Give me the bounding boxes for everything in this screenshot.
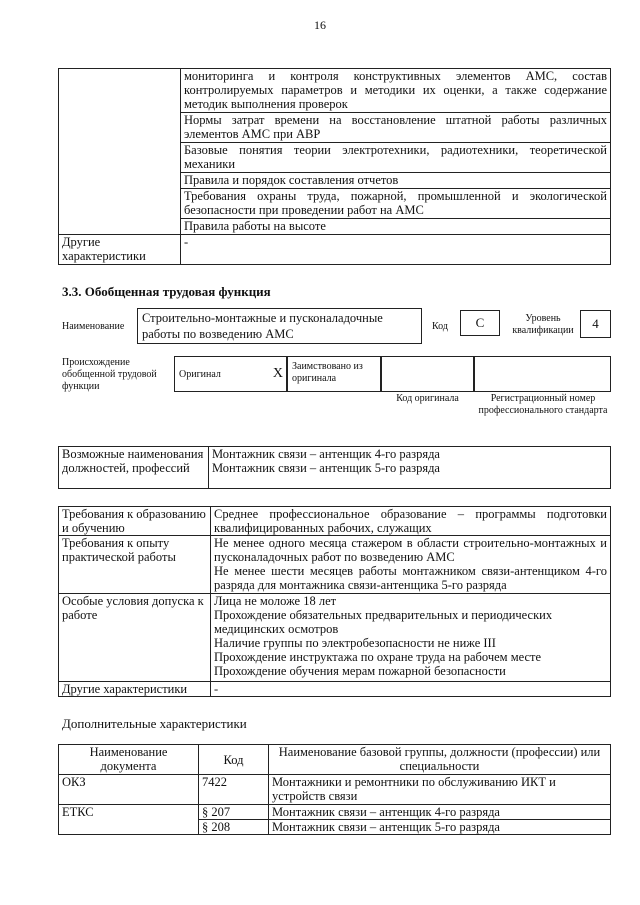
other-label: Другие характеристики [59,682,211,697]
knowledge-table [58,68,611,265]
education-label: Требования к образованию и обучению [59,507,211,536]
header-name: Наименование базовой группы, должности (профессии) или специальности [269,745,611,775]
admission-value [211,594,611,682]
other-characteristics-value: - [181,235,611,265]
list-item: Лица не моложе 18 лет [214,594,337,608]
positions-table [58,446,611,489]
row-label-cell [59,219,181,235]
list-item: Прохождение обязательных предварительных и периодических медицинских осмотров [214,608,553,636]
table-row [59,820,611,835]
list-item: Не менее шести месяцев работы монтажником связи-антенщиком 4-го разряда для монтажника связи-антенщика 5-го разряда [214,564,607,592]
original-label: Оригинал [179,369,221,380]
admission-label: Особые условия допуска к работе [59,594,211,682]
table-row [59,69,611,113]
original-box [174,356,287,392]
header-doc: Наименование документа [59,745,199,775]
knowledge-cell: Нормы затрат времени на восстановление штатной работы различных элементов АМС при АВР [181,113,611,143]
level-label: Уровень квалификации [512,313,574,336]
education-value: Среднее профессиональное образование – программы подготовки квалифицированных рабочих, служащих [211,507,611,536]
knowledge-cell: мониторинга и контроля конструктивных элементов АМС, состав контролируемых параметров и методики их оценки, а также содержание методик выполнения проверок [181,69,611,113]
knowledge-cell: Базовые понятия теории электротехники, радиотехники, теоретической механики [181,143,611,173]
table-row [59,682,611,697]
list-item: Наличие группы по электробезопасности не ниже III [214,636,496,650]
knowledge-cell: Правила работы на высоте [181,219,611,235]
row-label-cell [59,113,181,143]
borrowed-box [287,356,381,392]
experience-value [211,536,611,594]
table-row [59,507,611,536]
table-row [59,745,611,775]
table-row [59,536,611,594]
row-label-cell [59,143,181,173]
positions-label: Возможные наименования должностей, профессий [59,447,209,489]
list-item: Прохождение инструктажа по охране труда на рабочем месте [214,650,542,664]
table-row [59,143,611,173]
code-cell: § 208 [199,820,269,835]
function-code-value: C [460,310,500,336]
name-cell: Монтажник связи – антенщик 4-го разряда [269,805,611,820]
table-row [59,113,611,143]
reg-number-box [474,356,611,392]
knowledge-cell: Требования охраны труда, пожарной, промышленной и экологической безопасности при проведении работ на АМС [181,189,611,219]
level-value: 4 [580,310,611,338]
page-number: 16 [314,18,326,32]
table-row [59,447,611,489]
header-code: Код [199,745,269,775]
experience-label: Требования к опыту практической работы [59,536,211,594]
code-caption: Код оригинала [396,393,459,404]
requirements-table [58,506,611,697]
name-label: Наименование [62,321,125,332]
code-label: Код [432,321,448,332]
list-item: Не менее одного месяца стажером в области строительно-монтажных и пусконаладочных работ по возведению АМС [214,536,607,564]
origin-label: Происхождение обобщенной трудовой функции [62,357,157,392]
code-cell: § 207 [199,805,269,820]
table-row [59,805,611,820]
table-row [59,219,611,235]
function-name-value: Строительно-монтажные и пусконаладочные работы по возведению АМС [137,308,422,344]
row-label-cell [59,69,181,113]
table-row [59,594,611,682]
doc-cell [59,820,199,835]
name-cell: Монтажник связи – антенщик 5-го разряда [269,820,611,835]
list-item: Монтажник связи – антенщик 5-го разряда [212,461,440,475]
doc-cell: ОКЗ [59,775,199,805]
other-value: - [211,682,611,697]
other-characteristics-label: Другие характеристики [59,235,181,265]
doc-cell: ЕТКС [59,805,199,820]
original-mark: X [272,366,283,381]
section-heading: 3.3. Обобщенная трудовая функция [62,284,271,299]
table-row [59,173,611,189]
original-code-box [381,356,474,392]
row-label-cell [59,173,181,189]
code-cell: 7422 [199,775,269,805]
additional-title: Дополнительные характеристики [62,716,247,731]
table-row [59,189,611,219]
row-label-cell [59,189,181,219]
list-item: Прохождение обучения мерам пожарной безопасности [214,664,506,678]
name-cell: Монтажники и ремонтники по обслуживанию ИКТ и устройств связи [269,775,611,805]
knowledge-cell: Правила и порядок составления отчетов [181,173,611,189]
positions-list [209,447,611,489]
list-item: Монтажник связи – антенщик 4-го разряда [212,447,440,461]
table-row [59,775,611,805]
additional-table [58,744,611,835]
table-row [59,235,611,265]
borrowed-label: Заимствовано из оригинала [292,361,363,384]
reg-caption: Регистрационный номер профессионального стандарта [478,393,608,416]
